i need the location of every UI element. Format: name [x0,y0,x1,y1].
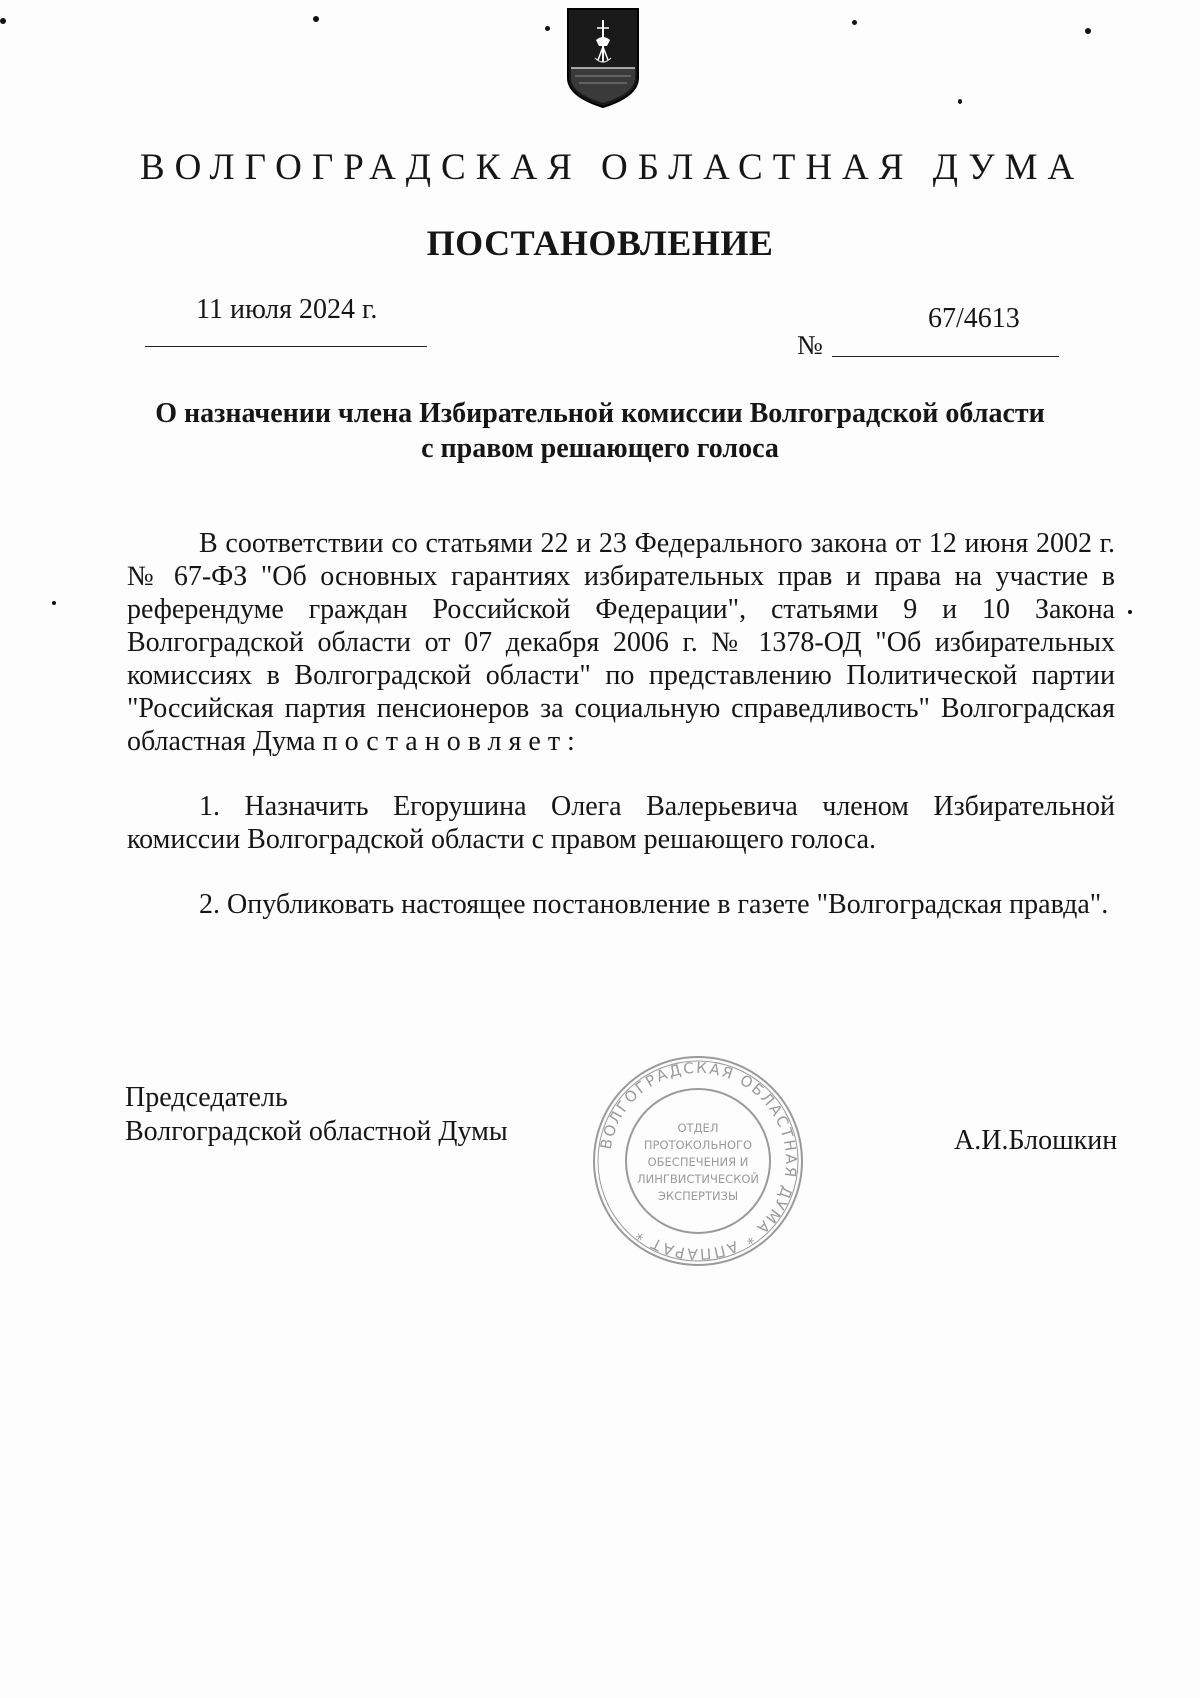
scan-speck [313,16,319,22]
scan-speck [958,99,962,104]
stamp-inner-line: ОБЕСПЕЧЕНИЯ И [647,1155,749,1169]
scan-speck [1085,28,1091,34]
preamble-text: В соответствии со статьями 22 и 23 Федерального закона от 12 июня 2002 г. № 67-ФЗ "Об основных гарантиях избирательных прав и права на участие в референдуме граждан Российской Федерации", статьями 9 и 10 Закона Волгоградской области от 07 декабря 2006 г. № 1378-ОД "Об избирательных комиссиях в Волгоградской области" по представлению Политической партии "Российская партия пенсионеров за социальную справедливость" Волгоградская областная Дума [127,528,1115,757]
scan-speck [0,18,6,24]
scan-speck [1128,610,1132,614]
scan-speck [852,20,857,25]
subject-line: О назначении члена Избирательной комиссии Волгоградской области [155,398,1045,429]
stamp-inner-text [637,1121,759,1203]
signatory-position-line: Волгоградской областной Думы [125,1116,508,1147]
resolution-item-1: 1. Назначить Егорушина Олега Валерьевича членом Избирательной комиссии Волгоградской области с правом решающего голоса. [127,791,1115,855]
stamp-inner-line: ЛИНГВИСТИЧЕСКОЙ [636,1172,760,1186]
stamp-inner-line: ОТДЕЛ [677,1121,719,1135]
signatory-name: А.И.Блошкин [954,1125,1118,1156]
scan-speck [52,601,56,605]
document-number: 67/4613 [928,303,1020,334]
number-underline [832,356,1059,357]
stamp-outer-text-path: ВОЛГОГРАДСКАЯ ОБЛАСТНАЯ ДУМА * АППАРАТ * [596,1058,801,1264]
date-underline [145,346,427,347]
number-sign: № [797,330,823,360]
stamp-inner-line: ЭКСПЕРТИЗЫ [657,1189,739,1203]
subject-line: с правом решающего голоса [421,433,779,464]
signatory-position [125,1081,508,1149]
signatory-position-line: Председатель [125,1082,288,1113]
organization-title: ВОЛГОГРАДСКАЯ ОБЛАСТНАЯ ДУМА [140,147,1085,188]
resolves-word: постановляет: [322,726,582,757]
volgograd-coat-of-arms-icon [565,6,641,110]
stamp-inner-line: ПРОТОКОЛЬНОГО [643,1138,753,1152]
document-date: 11 июля 2024 г. [196,294,378,325]
official-stamp [587,1050,809,1272]
resolution-item-2: 2. Опубликовать настоящее постановление в газете "Волгоградская правда". [199,889,1109,920]
preamble-paragraph [127,527,1115,758]
document-type-heading: ПОСТАНОВЛЕНИЕ [426,223,774,263]
document-subject [120,396,1080,466]
scan-speck [545,26,550,31]
